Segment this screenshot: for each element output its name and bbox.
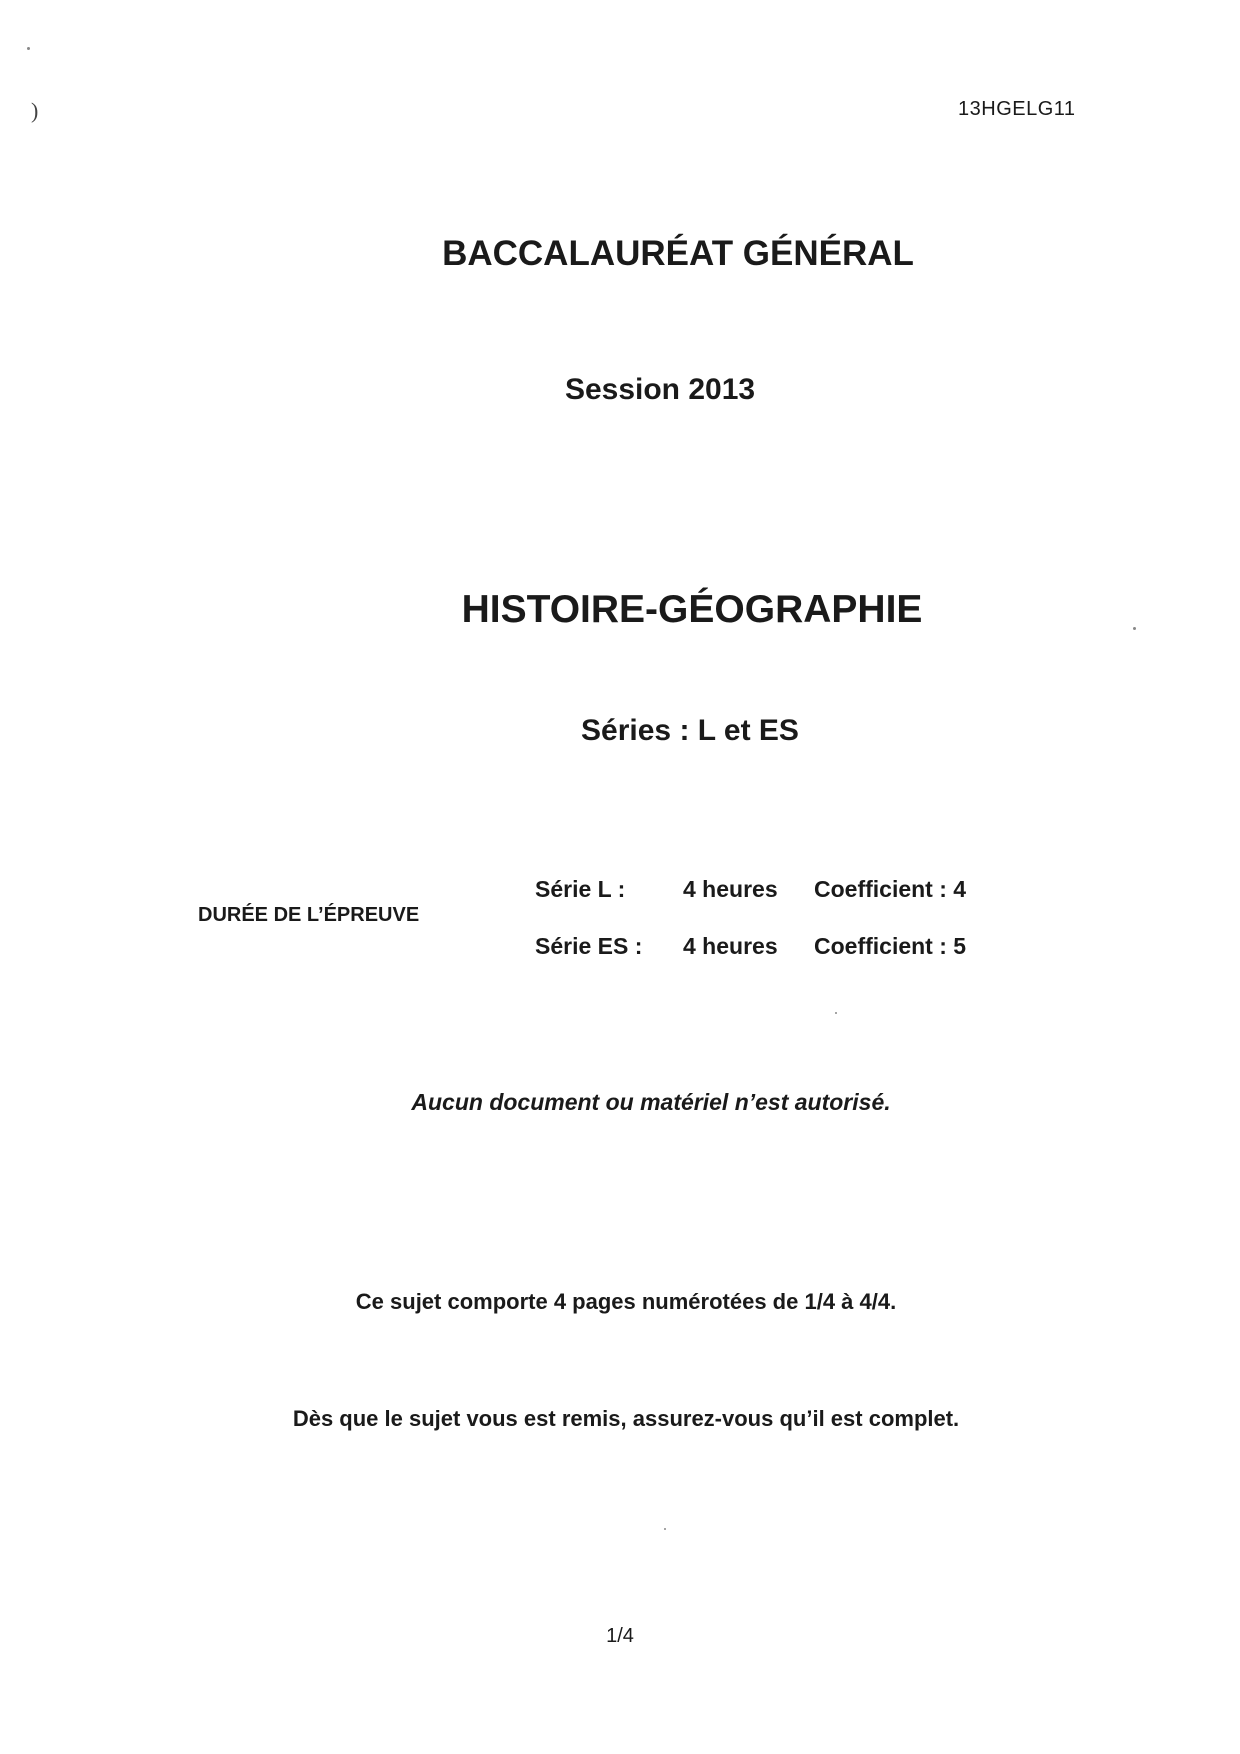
exam-title: BACCALAURÉAT GÉNÉRAL: [442, 234, 914, 273]
serie-es-hours: 4 heures: [683, 933, 778, 959]
session-year: Session 2013: [564, 373, 756, 406]
subject-title: HISTOIRE-GÉOGRAPHIE: [461, 588, 923, 631]
scan-speck: [664, 1528, 666, 1530]
serie-l-label: Série L :: [535, 876, 626, 902]
page-number: 1/4: [606, 1625, 634, 1647]
serie-es-label: Série ES :: [535, 933, 643, 959]
no-documents-notice: Aucun document ou matériel n’est autorisé.: [411, 1089, 891, 1115]
series-line: Séries : L et ES: [581, 714, 799, 747]
scan-speck: [27, 47, 30, 50]
scan-speck: [835, 1012, 837, 1014]
scan-edge-mark: ): [31, 98, 39, 123]
pages-info: Ce sujet comporte 4 pages numérotées de 1/4 à 4/4.: [355, 1289, 897, 1314]
serie-l-hours: 4 heures: [683, 876, 778, 902]
completeness-instruction: Dès que le sujet vous est remis, assurez-vous qu’il est complet.: [292, 1406, 960, 1431]
document-code: 13HGELG11: [958, 98, 1076, 120]
serie-es-coefficient: Coefficient : 5: [814, 933, 967, 959]
duration-label: DURÉE DE L’ÉPREUVE: [198, 904, 420, 926]
serie-l-coefficient: Coefficient : 4: [814, 876, 967, 902]
